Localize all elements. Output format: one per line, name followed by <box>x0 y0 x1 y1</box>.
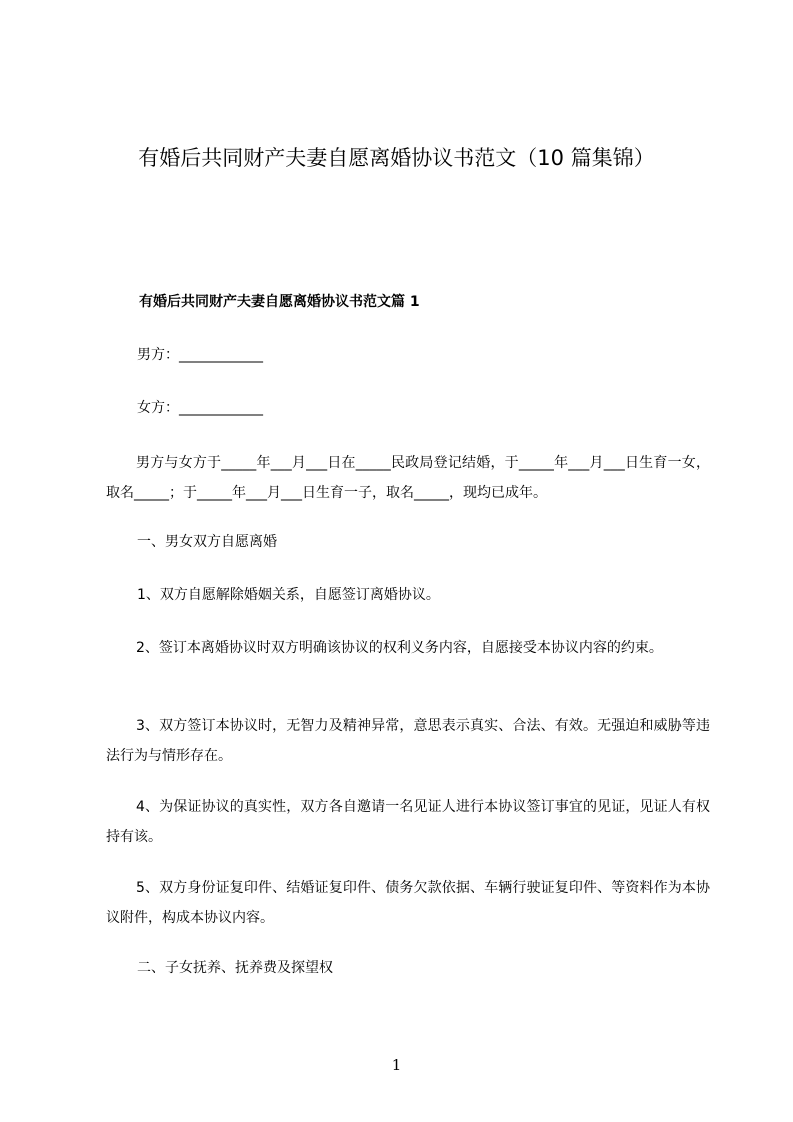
clause-3: 3、双方签订本协议时，无智力及精神异常，意思表示真实、合法、有效。无强迫和威胁等违法行为与情形存在。 <box>106 718 710 764</box>
clause-1: 1、双方自愿解除婚姻关系，自愿签订离婚协议。 <box>137 587 440 603</box>
section-title: 有婚后共同财产夫妻自愿离婚协议书范文篇 1 <box>139 294 420 310</box>
wife-line: 女方：____________ <box>137 400 263 416</box>
husband-line: 男方：____________ <box>137 347 263 363</box>
page-number: 1 <box>391 1056 402 1074</box>
heading-child-custody: 二、子女抚养、抚养费及探望权 <box>137 960 333 976</box>
intro-paragraph: 男方与女方于_____年___月___日在_____民政局登记结婚，于_____年___月___日生育一女，取名_____；于_____年___月___日生育一子，取名_____，现均已成年。 <box>106 455 710 501</box>
document-title: 有婚后共同财产夫妻自愿离婚协议书范文（10 篇集锦） <box>138 146 655 170</box>
heading-voluntary-divorce: 一、男女双方自愿离婚 <box>137 534 277 550</box>
clause-2: 2、签订本离婚协议时双方明确该协议的权利义务内容，自愿接受本协议内容的约束。 <box>136 640 663 656</box>
clause-4: 4、为保证协议的真实性，双方各自邀请一名见证人进行本协议签订事宜的见证，见证人有权持有该。 <box>106 799 710 845</box>
clause-5: 5、双方身份证复印件、结婚证复印件、债务欠款依据、车辆行驶证复印件、等资料作为本协议附件，构成本协议内容。 <box>106 880 710 926</box>
